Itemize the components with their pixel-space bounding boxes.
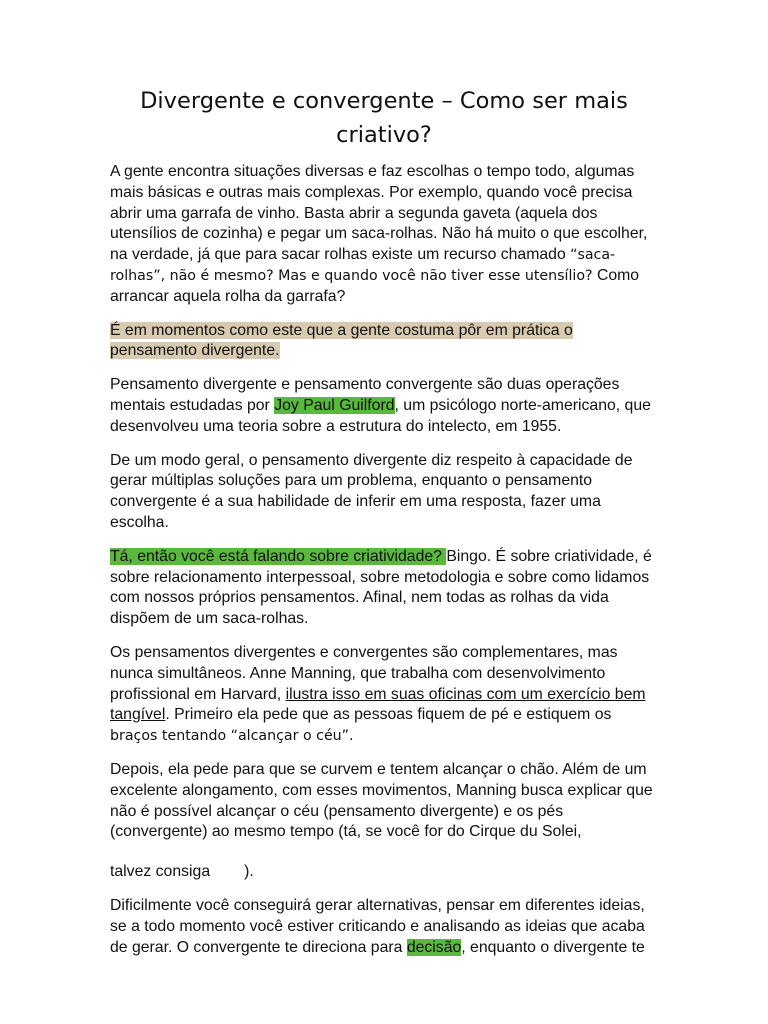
- definition-text: De um modo geral, o pensamento divergente diz respeito à capacidade de gerar múltiplas soluções para um problema, enquanto o pensamento convergente é a sua habilidade de inferir em uma resposta, fazer uma escolha.: [110, 451, 633, 531]
- manning-text-start: Os pensamentos divergentes e convergentes são complementares, mas nunca simultâneos. Anne Manning, que trabalha com desenvolvimento profissional em Harvard,: [110, 643, 618, 703]
- paragraph-stretch: [110, 760, 658, 843]
- paragraph-intro: [110, 162, 658, 308]
- intro-question: Como arrancar aquela rolha da garrafa?: [110, 266, 640, 305]
- paragraph-highlight-moments: [110, 321, 658, 363]
- highlighted-decision: decisão: [406, 938, 462, 956]
- intro-text: A gente encontra situações diversas e faz escolhas o tempo todo, algumas mais básicas e outras mais complexas. Por exemplo, quando você precisa abrir uma garrafa de vinho. Basta abrir a segunda gaveta (aquela dos utensílios de cozinha) e pegar um saca-rolhas. Não há muito o que escolher, na verdade, já que para sacar rolhas existe um recurso chamado: [110, 163, 648, 264]
- paragraph-creativity: [110, 547, 658, 630]
- intro-quote-text: “saca-rolhas”, não é mesmo? Mas e quando você não tiver esse utensílio?: [110, 247, 616, 284]
- paragraph-decision: [110, 896, 658, 958]
- paragraph-definition: [110, 451, 658, 534]
- guilford-text-start: Pensamento divergente e pensamento convergente são duas operações mentais estudadas por: [110, 376, 620, 414]
- highlighted-question: Tá, então você está falando sobre criatividade?: [110, 547, 447, 565]
- decision-text-end: , enquanto o divergente te: [461, 938, 645, 956]
- decision-text-start: Dificilmente você conseguirá gerar alternativas, pensar em diferentes ideias, se a todo momento você estiver criticando e analisando as ideias que acaba de gerar. O convergente te direciona para: [110, 896, 645, 956]
- manning-text-end: . Primeiro ela pede que as pessoas fiquem de pé e estiquem os: [165, 706, 612, 724]
- guilford-text-end: , um psicólogo norte-americano, que desenvolveu uma teoria sobre a estrutura do intelecto, em 1955.: [110, 396, 651, 435]
- stretch-text: Depois, ela pede para que se curvem e tentem alcançar o chão. Além de um excelente alongamento, com esses movimentos, Manning busca explicar que não é possível alcançar o céu (pensamento divergente) e os pés (convergente) ao mesmo tempo (tá, se você for do Cirque du Solei,: [110, 760, 653, 841]
- manning-link[interactable]: ilustra isso em suas oficinas com um exercício bem tangível: [110, 685, 646, 724]
- paragraph-guilford: [110, 375, 658, 437]
- document-title: Divergente e convergente – Como ser mais criativo?: [140, 88, 628, 148]
- paragraph-manning: [110, 643, 658, 747]
- creativity-text: Bingo. É sobre criatividade, é sobre relacionamento interpessoal, sobre metodologia e sobre como lidamos com nossos próprios pensamentos. Afinal, nem todas as rolhas da vida dispõem de um saca-rolhas.: [110, 547, 652, 628]
- paragraph-maybe: [110, 862, 658, 883]
- maybe-text: talvez consiga: [110, 863, 211, 881]
- highlighted-text-tan: É em momentos como este que a gente costuma pôr em prática o pensamento divergente.: [110, 321, 573, 360]
- document-body: [110, 162, 658, 971]
- manning-arms-text: braços tentando “alcançar o céu”.: [110, 728, 354, 745]
- guilford-link[interactable]: Joy Paul Guilford: [274, 396, 395, 414]
- maybe-close: ).: [244, 863, 254, 881]
